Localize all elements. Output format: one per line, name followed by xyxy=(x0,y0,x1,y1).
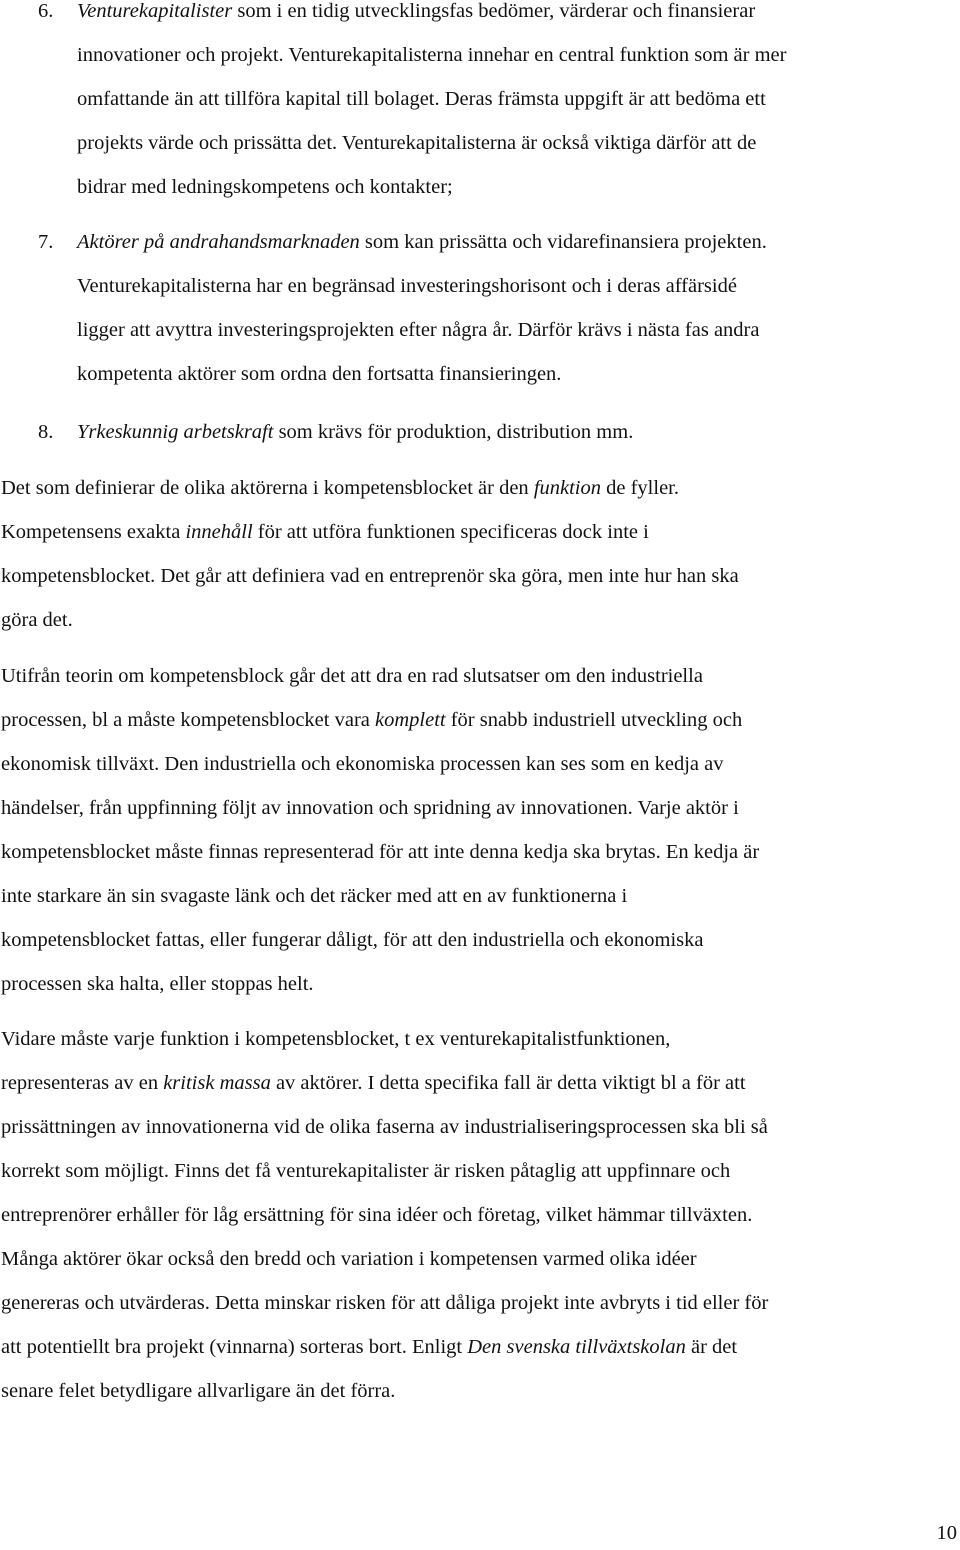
text-run: är det xyxy=(685,1336,738,1358)
text-run: för att utföra funktionen specificeras dock inte i xyxy=(252,521,649,543)
text-line xyxy=(1,962,957,1006)
text-line xyxy=(1,1105,957,1149)
text-line xyxy=(1,830,957,874)
text-line xyxy=(1,598,957,642)
text-run: representeras av en xyxy=(1,1072,164,1094)
text-line xyxy=(1,1017,957,1061)
text-line xyxy=(1,1369,957,1413)
text-run: som kan prissätta och vidarefinansiera projekten. xyxy=(359,231,767,253)
italic-text: komplett xyxy=(375,709,446,731)
text-line xyxy=(1,1325,957,1369)
text-run: processen, bl a måste kompetensblocket vara xyxy=(1,709,375,731)
text-line xyxy=(1,554,957,598)
text-line xyxy=(77,121,957,165)
list-number: 6. xyxy=(38,0,54,22)
text-run: omfattande än att tillföra kapital till bolaget. Deras främsta uppgift är att bedöma ett xyxy=(77,88,766,110)
text-run: entreprenörer erhåller för låg ersättning för sina idéer och företag, vilket hämmar tillväxten. xyxy=(1,1204,753,1226)
text-run: ekonomisk tillväxt. Den industriella och ekonomiska processen kan ses som en kedja av xyxy=(1,753,724,775)
text-run: projekts värde och prissätta det. Venturekapitalisterna är också viktiga därför att de xyxy=(77,132,757,154)
text-line xyxy=(77,77,957,121)
text-run: prissättningen av innovationerna vid de olika faserna av industrialiseringsprocessen ska bli så xyxy=(1,1116,768,1138)
text-line xyxy=(77,0,957,33)
text-run: göra det. xyxy=(1,609,73,631)
text-run: som krävs för produktion, distribution mm. xyxy=(273,421,634,443)
list-item-text xyxy=(77,0,957,209)
text-line xyxy=(1,654,957,698)
text-run: kompetensblocket fattas, eller fungerar dåligt, för att den industriella och ekonomiska xyxy=(1,929,704,951)
text-run: händelser, från uppfinning följt av innovation och spridning av innovationen. Varje aktör i xyxy=(1,797,739,819)
paragraph-1 xyxy=(1,466,957,642)
text-line xyxy=(77,308,957,352)
text-run: Vidare måste varje funktion i kompetensblocket, t ex venturekapitalistfunktionen, xyxy=(1,1028,671,1050)
text-line xyxy=(1,918,957,962)
italic-text: kritisk massa xyxy=(163,1072,271,1094)
text-line xyxy=(1,874,957,918)
list-item-text xyxy=(77,220,957,396)
text-run: genereras och utvärderas. Detta minskar risken för att dåliga projekt inte avbryts i tid eller för xyxy=(1,1292,769,1314)
italic-text: innehåll xyxy=(185,521,253,543)
text-run: Många aktörer ökar också den bredd och variation i kompetensen varmed olika idéer xyxy=(1,1248,697,1270)
text-line xyxy=(77,220,957,264)
text-run: av aktörer. I detta specifika fall är detta viktigt bl a för att xyxy=(270,1072,746,1094)
text-run: de fyller. xyxy=(601,477,679,499)
text-run: bidrar med ledningskompetens och kontakter; xyxy=(77,176,453,198)
text-line xyxy=(77,352,957,396)
paragraph-2 xyxy=(1,654,957,1006)
text-run: Utifrån teorin om kompetensblock går det att dra en rad slutsatser om den industriella xyxy=(1,665,703,687)
text-run: för snabb industriell utveckling och xyxy=(445,709,743,731)
text-line xyxy=(1,698,957,742)
text-line xyxy=(77,33,957,77)
text-run: Venturekapitalisterna har en begränsad investeringshorisont och i deras affärsidé xyxy=(77,275,737,297)
text-run: att potentiellt bra projekt (vinnarna) sorteras bort. Enligt xyxy=(1,1336,468,1358)
paragraph-3 xyxy=(1,1017,957,1413)
text-line xyxy=(1,786,957,830)
text-run: processen ska halta, eller stoppas helt. xyxy=(1,973,314,995)
text-run: kompetenta aktörer som ordna den fortsatta finansieringen. xyxy=(77,363,562,385)
italic-text: Aktörer på andrahandsmarknaden xyxy=(77,231,360,253)
text-line xyxy=(1,1237,957,1281)
italic-text: Venturekapitalister xyxy=(77,0,233,22)
text-line xyxy=(1,1061,957,1105)
text-line xyxy=(77,264,957,308)
text-run: ligger att avyttra investeringsprojekten efter några år. Därför krävs i nästa fas andra xyxy=(77,319,760,341)
text-line xyxy=(1,1193,957,1237)
text-run: senare felet betydligare allvarligare än det förra. xyxy=(1,1380,396,1402)
text-run: inte starkare än sin svagaste länk och det räcker med att en av funktionerna i xyxy=(1,885,628,907)
page-number: 10 xyxy=(936,1522,957,1544)
italic-text: funktion xyxy=(533,477,601,499)
text-line xyxy=(1,742,957,786)
text-line xyxy=(77,410,957,454)
text-line xyxy=(1,1149,957,1193)
text-run: Kompetensens exakta xyxy=(1,521,186,543)
text-line xyxy=(77,165,957,209)
text-line xyxy=(1,1281,957,1325)
text-run: Det som definierar de olika aktörerna i kompetensblocket är den xyxy=(1,477,534,499)
text-run: korrekt som möjligt. Finns det få venturekapitalister är risken påtaglig att uppfinnare och xyxy=(1,1160,731,1182)
text-run: kompetensblocket. Det går att definiera vad en entreprenör ska göra, men inte hur han ska xyxy=(1,565,739,587)
list-item-text xyxy=(77,410,957,454)
list-number: 8. xyxy=(38,421,54,443)
text-line xyxy=(1,510,957,554)
text-run: kompetensblocket måste finnas representerad för att inte denna kedja ska brytas. En kedja är xyxy=(1,841,760,863)
italic-text: Yrkeskunnig arbetskraft xyxy=(77,421,274,443)
text-line xyxy=(1,466,957,510)
text-run: som i en tidig utvecklingsfas bedömer, värderar och finansierar xyxy=(232,0,756,22)
list-number: 7. xyxy=(38,231,54,253)
text-run: innovationer och projekt. Venturekapitalisterna innehar en central funktion som är mer xyxy=(77,44,787,66)
italic-text: Den svenska tillväxtskolan xyxy=(467,1336,686,1358)
